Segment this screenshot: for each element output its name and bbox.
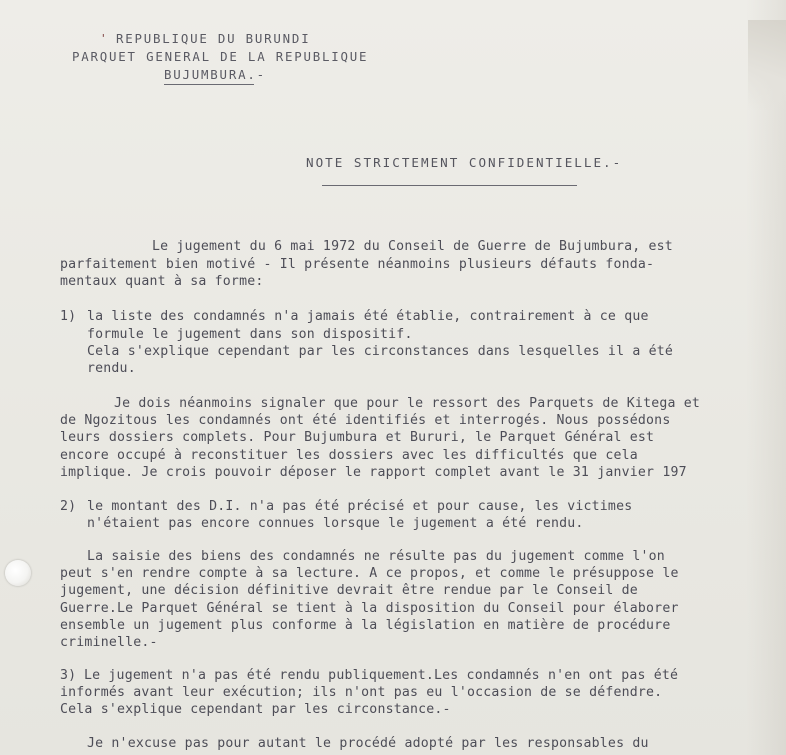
title-underline: [322, 185, 577, 186]
page-title: NOTE STRICTEMENT CONFIDENTIELLE.-: [306, 155, 623, 170]
header-office: PARQUET GENERAL DE LA REPUBLIQUE: [72, 49, 369, 64]
para-3-line-4: Guerre.Le Parquet Général se tient à la disposition du Conseil pour élaborer: [60, 601, 679, 616]
para-4-line-1: Je n'excuse pas pour autant le procédé adopté par les responsables du: [87, 736, 649, 751]
point-1-line-4: rendu.: [87, 361, 136, 376]
red-tick-mark-icon: ': [100, 32, 107, 45]
header-city-underline: [164, 84, 254, 85]
header-country: REPUBLIQUE DU BURUNDI: [116, 31, 311, 46]
para-2-line-5: implique. Je crois pouvoir déposer le rapport complet avant le 31 janvier 197: [60, 465, 687, 480]
intro-line-3: mentaux quant à sa forme:: [60, 274, 264, 289]
point-1-line-3: Cela s'explique cependant par les circonstances dans lesquelles il a été: [87, 344, 674, 359]
point-2-line-2: n'étaient pas encore connues lorsque le jugement a été rendu.: [87, 516, 584, 531]
punch-hole: [5, 560, 31, 586]
point-1-line-2: formule le jugement dans son dispositif.: [87, 327, 413, 342]
intro-line-1: Le jugement du 6 mai 1972 du Conseil de Guerre de Bujumbura, est: [152, 239, 673, 254]
para-2-line-3: leurs dossiers complets. Pour Bujumbura et Bururi, le Parquet Général est: [60, 430, 655, 445]
para-2-line-4: encore occupé à reconstituer les dossiers avec les difficultés que cela: [60, 448, 638, 463]
point-3-number: 3): [60, 668, 77, 683]
point-3-line-1: Le jugement n'a pas été rendu publiquement.Les condamnés n'en ont pas été: [84, 668, 679, 683]
point-2-number: 2): [60, 499, 77, 514]
point-3-line-3: Cela s'explique cependant par les circonstance.-: [60, 702, 451, 717]
point-1-number: 1): [60, 309, 77, 324]
para-3-line-3: jugement, une décision définitive devrait être rendue par le Conseil de: [60, 583, 638, 598]
header-city: BUJUMBURA.-: [164, 67, 266, 82]
para-3-line-2: peut s'en rendre compte à sa lecture. A ce propos, et comme le présuppose le: [60, 566, 679, 581]
point-1-line-1: la liste des condamnés n'a jamais été établie, contrairement à ce que: [87, 309, 649, 324]
paper-fold: [748, 20, 786, 110]
point-3-line-2: informés avant leur exécution; ils n'ont pas eu l'occasion de se défendre.: [60, 685, 663, 700]
para-3-line-1: La saisie des biens des condamnés ne résulte pas du jugement comme l'on: [87, 549, 665, 564]
para-2-line-1: Je dois néanmoins signaler que pour le ressort des Parquets de Kitega et: [114, 396, 701, 411]
para-2-line-2: de Ngozitous les condamnés ont été identifiés et interrogés. Nous possédons: [60, 413, 671, 428]
intro-line-2: parfaitement bien motivé - Il présente néanmoins plusieurs défauts fonda-: [60, 257, 655, 272]
para-3-line-5: ensemble un jugement plus conforme à la législation en matière de procédure: [60, 618, 671, 633]
point-2-line-1: le montant des D.I. n'a pas été précisé et pour cause, les victimes: [87, 499, 633, 514]
para-3-line-6: criminelle.-: [60, 635, 158, 650]
